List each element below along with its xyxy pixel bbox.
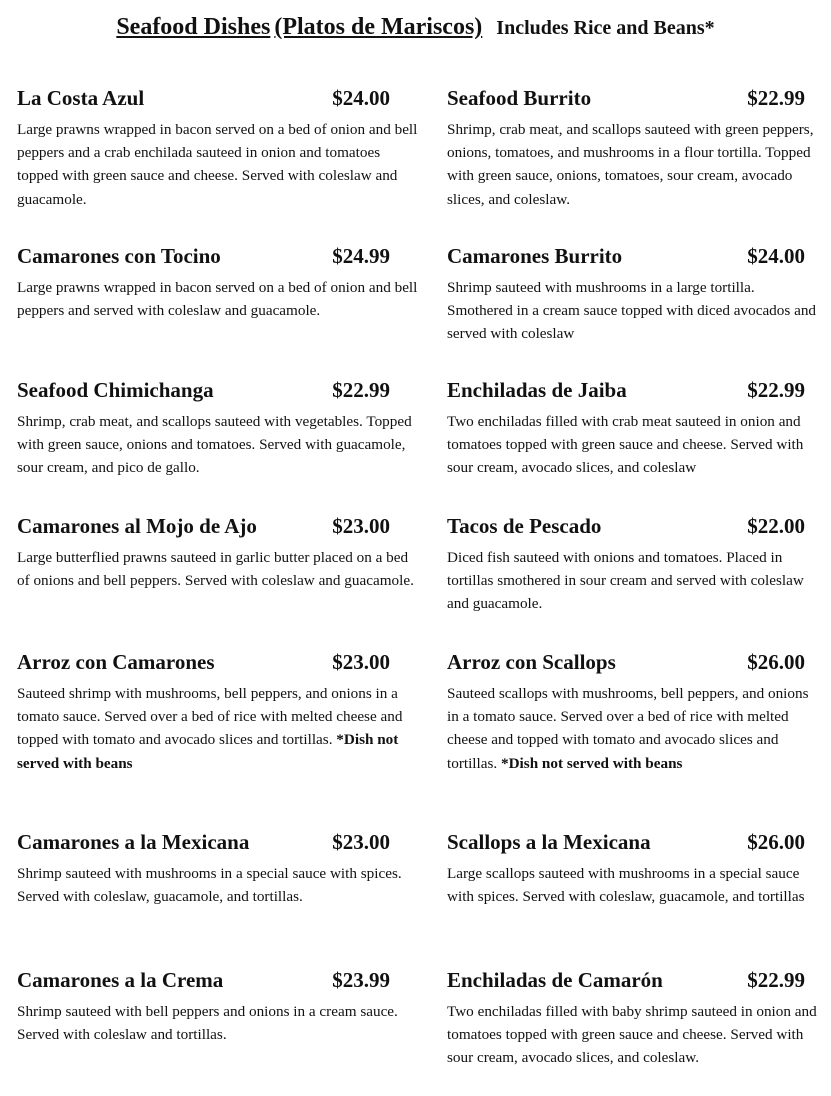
menu-title-spanish: (Platos de Mariscos)	[274, 14, 483, 40]
dish-description: Sauteed scallops with mushrooms, bell peppers, and onions in a tomato sauce. Served over a bed of rice with melted cheese and topped with tomato and avocado slices and tortillas. *Dish not served with beans	[447, 685, 809, 772]
dish-note: *Dish not served with beans	[17, 731, 399, 772]
dish-price: $22.99	[747, 968, 805, 992]
dish-name: Seafood Chimichanga	[17, 378, 214, 402]
dish-note: *Dish not served with beans	[501, 754, 683, 772]
dish-description: Large prawns wrapped in bacon served on a bed of onion and bell peppers and served with coleslaw and guacamole.	[17, 279, 418, 320]
menu-item	[17, 86, 424, 211]
dish-name: Arroz con Scallops	[447, 650, 616, 674]
dish-description: Sauteed shrimp with mushrooms, bell peppers, and onions in a tomato sauce. Served over a bed of rice with melted cheese and topped with tomato and avocado slices and tortillas. *Dish not served with beans	[17, 685, 403, 772]
dish-price: $23.99	[332, 968, 390, 992]
menu-item	[447, 86, 820, 211]
dish-description: Shrimp sauteed with mushrooms in a special sauce with spices. Served with coleslaw, guacamole, and tortillas.	[17, 865, 402, 906]
dish-description: Shrimp, crab meat, and scallops sauteed with green peppers, onions, tomatoes, and mushrooms in a flour tortilla. Topped with green sauce, onions, tomatoes, sour cream, avocado slices, and coleslaw.	[447, 121, 814, 208]
menu-title: Seafood Dishes	[116, 14, 271, 40]
menu-item	[17, 650, 424, 775]
menu-item	[447, 650, 820, 775]
menu-item	[447, 514, 820, 616]
dish-description: Large scallops sauteed with mushrooms in a special sauce with spices. Served with coleslaw, guacamole, and tortillas	[447, 865, 805, 906]
dish-price: $26.00	[747, 650, 805, 674]
menu-item	[17, 830, 424, 908]
dish-name: Camarones al Mojo de Ajo	[17, 514, 257, 538]
dish-price: $26.00	[747, 830, 805, 854]
menu-item	[447, 968, 820, 1070]
dish-description: Shrimp sauteed with mushrooms in a large tortilla. Smothered in a cream sauce topped with diced avocados and served with coleslaw	[447, 279, 817, 343]
dish-price: $24.00	[332, 86, 390, 110]
menu-item	[17, 244, 424, 322]
dish-price: $23.00	[332, 830, 390, 854]
dish-description: Shrimp, crab meat, and scallops sauteed with vegetables. Topped with green sauce, onions and tomatoes. Served with guacamole, sour cream, and pico de gallo.	[17, 413, 412, 477]
dish-name: Enchiladas de Camarón	[447, 968, 663, 992]
dish-price: $24.99	[332, 244, 390, 268]
dish-name: Camarones a la Crema	[17, 968, 224, 992]
menu-item	[447, 830, 820, 908]
dish-price: $22.00	[747, 514, 805, 538]
dish-description: Diced fish sauteed with onions and tomatoes. Placed in tortillas smothered in sour cream and served with coleslaw and guacamole.	[447, 549, 804, 613]
dish-description: Shrimp sauteed with bell peppers and onions in a cream sauce. Served with coleslaw and tortillas.	[17, 1003, 398, 1044]
menu-item	[447, 378, 820, 480]
dish-price: $23.00	[332, 514, 390, 538]
dish-description: Two enchiladas filled with baby shrimp sauteed in onion and tomatoes topped with green sauce and cheese. Served with sour cream, avocado slices, and coleslaw.	[447, 1003, 817, 1067]
dish-name: Tacos de Pescado	[447, 514, 602, 538]
menu-item	[17, 514, 424, 592]
dish-description: Large butterflied prawns sauteed in garlic butter placed on a bed of onions and bell peppers. Served with coleslaw and guacamole.	[17, 549, 414, 590]
dish-price: $22.99	[332, 378, 390, 402]
dish-name: Arroz con Camarones	[17, 650, 215, 674]
dish-name: Seafood Burrito	[447, 86, 592, 110]
dish-name: Camarones a la Mexicana	[17, 830, 250, 854]
dish-name: Scallops a la Mexicana	[447, 830, 651, 854]
dish-description: Two enchiladas filled with crab meat sauteed in onion and tomatoes topped with green sauce and cheese. Served with sour cream, avocado slices, and coleslaw	[447, 413, 804, 477]
dish-name: Camarones Burrito	[447, 244, 623, 268]
menu-item	[17, 378, 424, 480]
includes-note: Includes Rice and Beans*	[496, 17, 715, 39]
dish-price: $22.99	[747, 378, 805, 402]
menu-item	[17, 968, 424, 1046]
dish-price: $23.00	[332, 650, 390, 674]
dish-price: $24.00	[747, 244, 805, 268]
dish-name: Camarones con Tocino	[17, 244, 221, 268]
dish-price: $22.99	[747, 86, 805, 110]
dish-name: Enchiladas de Jaiba	[447, 378, 627, 402]
dish-name: La Costa Azul	[17, 86, 145, 110]
menu-header	[0, 14, 831, 41]
menu-item	[447, 244, 820, 346]
dish-description: Large prawns wrapped in bacon served on a bed of onion and bell peppers and a crab enchilada sauteed in onion and tomatoes topped with green sauce and cheese. Served with coleslaw and guacamole.	[17, 121, 418, 208]
